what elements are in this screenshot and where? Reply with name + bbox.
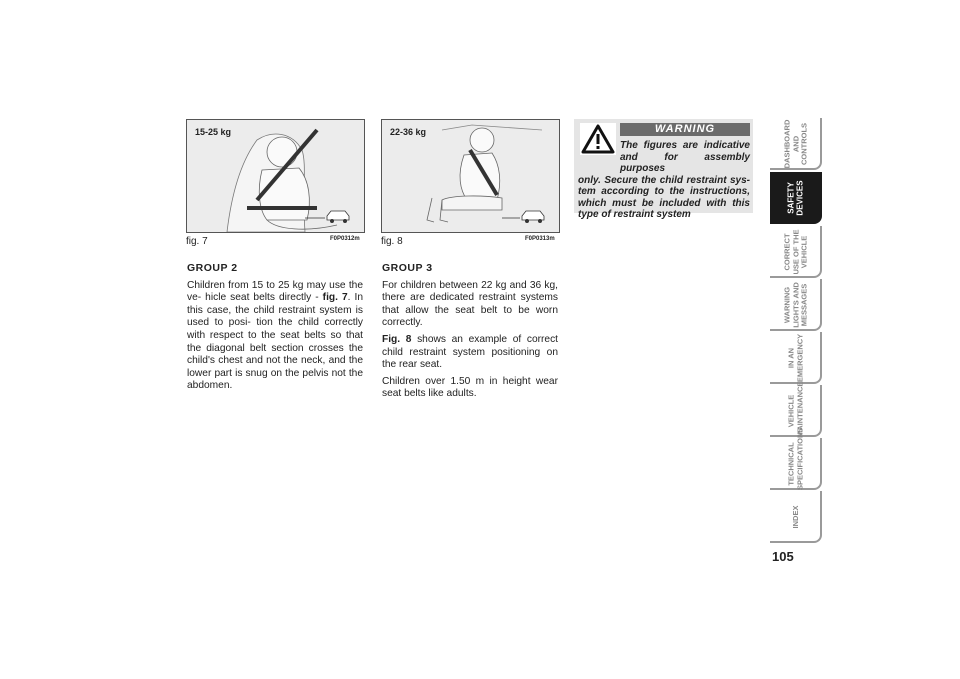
tab-correct-use[interactable]: CORRECT USE OF THE VEHICLE — [770, 226, 822, 278]
tab-in-an-emergency[interactable]: IN AN EMERGENCY — [770, 332, 822, 384]
group3-section — [382, 262, 558, 405]
group2-heading: GROUP 2 — [187, 262, 238, 274]
warning-box — [574, 119, 753, 220]
figure-caption: fig. 8 — [381, 236, 403, 247]
figure-weight-label: 15-25 kg — [195, 127, 232, 137]
group3-paragraph-3: Children over 1.50 m in height wear seat belts like adults. — [382, 375, 558, 400]
fig8-reference: Fig. 8 — [382, 333, 412, 345]
group2-paragraph: Children from 15 to 25 kg may use the ve- hicle seat belts directly - fig. 7. In this case, the child restraint system is used to posi- tion the child correctly with respect to the seat belts so that the diagonal belt section crosses the child's chest and not the neck, and the lower part is snug on the pelvis not the abdomen. — [187, 279, 363, 392]
tab-technical-specifications[interactable]: TECHNICAL SPECIFICATIONS — [770, 438, 822, 490]
figure-weight-label: 22-36 kg — [390, 127, 427, 137]
group2-section — [187, 262, 363, 397]
tab-dashboard-and-controls[interactable]: DASHBOARD AND CONTROLS — [770, 118, 822, 170]
tab-safety-devices[interactable]: SAFETY DEVICES — [770, 172, 822, 224]
figure-7 — [186, 119, 365, 233]
figure-code: F0P0312m — [330, 236, 360, 242]
group3-heading: GROUP 3 — [382, 262, 433, 274]
tab-warning-lights[interactable]: WARNING LIGHTS AND MESSAGES — [770, 279, 822, 331]
warning-text: The figures are indicative and for assembly purposes only. Secure the child restraint sys- tem according to the instructions, which must be included with this type of restraint system — [578, 140, 750, 220]
tab-vehicle-maintenance[interactable]: VEHICLE MAINTENANCE — [770, 385, 822, 437]
fig7-reference: fig. 7 — [322, 292, 348, 304]
figure-caption: fig. 7 — [186, 236, 208, 247]
figure-8 — [381, 119, 560, 233]
page-number: 105 — [772, 549, 794, 564]
group3-paragraph-2: Fig. 8 shows an example of correct child restraint system positioning on the rear seat. — [382, 333, 558, 371]
warning-title: WARNING — [620, 123, 750, 136]
figure-code: F0P0313m — [525, 236, 555, 242]
group3-paragraph-1: For children between 22 kg and 36 kg, there are dedicated restraint systems that allow the seat belt to be worn correctly. — [382, 279, 558, 329]
tab-index[interactable]: INDEX — [770, 491, 822, 543]
